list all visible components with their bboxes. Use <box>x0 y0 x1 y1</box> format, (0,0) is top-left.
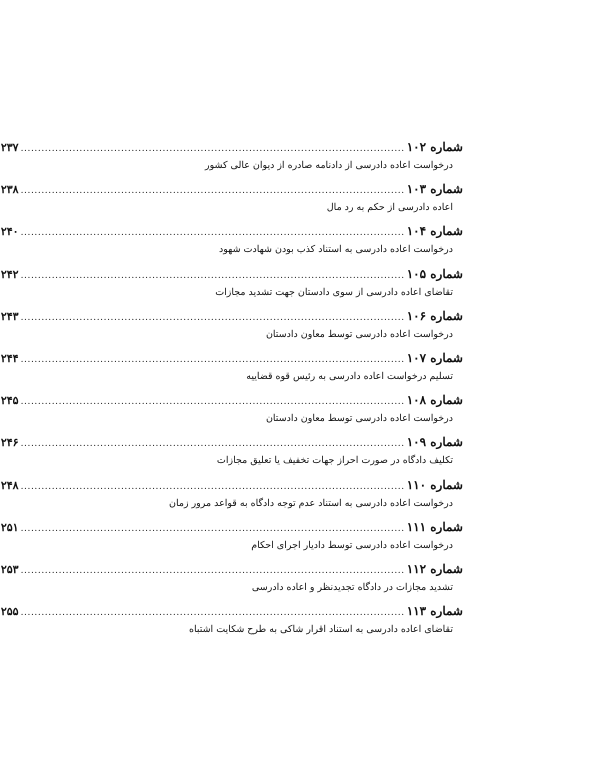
toc-entry-109 <box>0 434 463 476</box>
toc-entry-header <box>0 603 463 620</box>
entry-number: شماره ۱۰۶ <box>406 308 463 323</box>
entry-number: شماره ۱۱۰ <box>406 477 463 492</box>
toc-entry-111 <box>0 519 463 561</box>
dot-leader: ............................................................................................................... <box>20 186 405 197</box>
toc-entry-header <box>0 350 463 367</box>
dot-leader: ............................................................................................................... <box>20 608 405 619</box>
toc-entry-113 <box>0 603 463 645</box>
toc-entry-header <box>0 308 463 325</box>
page-number: ۲۴۸ <box>0 478 19 492</box>
page-number: ۲۵۱ <box>0 520 19 534</box>
entry-subtitle: اعاده دادرسی از حکم به رد مال <box>326 202 453 214</box>
entry-subtitle: تسلیم درخواست اعاده دادرسی به رئیس قوه قضاییه <box>246 370 453 382</box>
dot-leader: ............................................................................................................... <box>20 144 405 154</box>
entry-number: شماره ۱۰۷ <box>406 350 463 365</box>
page-number: ۲۴۵ <box>0 394 19 408</box>
entry-subtitle: تقاضای اعاده دادرسی از سوی دادستان جهت تشدید مجازات <box>215 286 453 298</box>
toc-entry-header <box>0 561 463 578</box>
toc-entry-header <box>0 223 463 240</box>
toc-entry-header <box>0 519 463 536</box>
entry-subtitle: درخواست اعاده دادرسی توسط معاون دادستان <box>265 328 453 340</box>
toc-entry-110 <box>0 477 463 519</box>
dot-leader: ............................................................................................................... <box>20 270 405 281</box>
toc-entry-105 <box>0 266 463 308</box>
page-number: ۲۴۰ <box>0 225 19 239</box>
entry-subtitle: درخواست اعاده دادرسی به استناد عدم توجه دادگاه به قواعد مرور زمان <box>169 497 453 509</box>
dot-leader: ............................................................................................................... <box>20 354 405 365</box>
toc-entry-header <box>0 181 463 198</box>
toc-entry-112 <box>0 561 463 603</box>
entry-subtitle: درخواست اعاده دادرسی از دادنامه صادره از دیوان عالی کشور <box>205 160 453 171</box>
dot-leader: ............................................................................................................... <box>20 439 405 450</box>
dot-leader: ............................................................................................................... <box>20 481 405 492</box>
page-number: ۲۵۵ <box>0 605 19 619</box>
entry-subtitle: درخواست اعاده دادرسی به استناد کذب بودن شهادت شهود <box>219 244 453 256</box>
entry-subtitle: درخواست اعاده دادرسی توسط دادیار اجرای احکام <box>251 539 453 551</box>
entry-number: شماره ۱۱۲ <box>406 561 463 576</box>
entry-number: شماره ۱۰۴ <box>406 224 463 239</box>
entry-subtitle: تقاضای اعاده دادرسی به استناد اقرار شاکی به طرح شکایت اشتباه <box>188 624 453 636</box>
entry-number: شماره ۱۰۲ <box>406 140 463 154</box>
dot-leader: ............................................................................................................... <box>20 565 405 576</box>
toc-entry-106 <box>0 308 463 350</box>
page-number: ۲۳۷ <box>0 141 19 154</box>
dot-leader: ............................................................................................................... <box>20 523 405 534</box>
entry-subtitle: تکلیف دادگاه در صورت احراز جهات تخفیف یا تعلیق مجازات <box>216 455 453 467</box>
toc-entry-header <box>0 392 463 409</box>
entry-number: شماره ۱۰۵ <box>406 266 463 281</box>
page-number: ۲۴۴ <box>0 351 19 365</box>
dot-leader: ............................................................................................................... <box>20 312 405 323</box>
toc-entry-header <box>0 434 463 451</box>
entry-number: شماره ۱۰۸ <box>406 393 463 408</box>
entry-number: شماره ۱۰۳ <box>406 182 463 197</box>
toc-entry-107 <box>0 350 463 392</box>
table-of-contents <box>0 139 463 645</box>
toc-entry-103 <box>0 181 463 223</box>
page-number: ۲۵۳ <box>0 562 19 576</box>
page-number: ۲۴۲ <box>0 267 19 281</box>
page-number: ۲۴۳ <box>0 309 19 323</box>
page-number: ۲۴۶ <box>0 436 19 450</box>
entry-subtitle: درخواست اعاده دادرسی توسط معاون دادستان <box>265 413 453 425</box>
toc-entry-header <box>0 477 463 494</box>
dot-leader: ............................................................................................................... <box>20 228 405 239</box>
toc-entry-header <box>0 139 463 156</box>
toc-entry-102 <box>0 139 463 181</box>
entry-number: شماره ۱۱۳ <box>406 604 463 619</box>
toc-entry-108 <box>0 392 463 434</box>
toc-entry-header <box>0 266 463 283</box>
entry-number: شماره ۱۱۱ <box>406 519 463 534</box>
dot-leader: ............................................................................................................... <box>20 397 405 408</box>
toc-entry-104 <box>0 223 463 265</box>
entry-subtitle: تشدید مجازات در دادگاه تجدیدنظر و اعاده دادرسی <box>251 581 453 593</box>
entry-number: شماره ۱۰۹ <box>406 435 463 450</box>
page-number: ۲۳۸ <box>0 183 19 197</box>
